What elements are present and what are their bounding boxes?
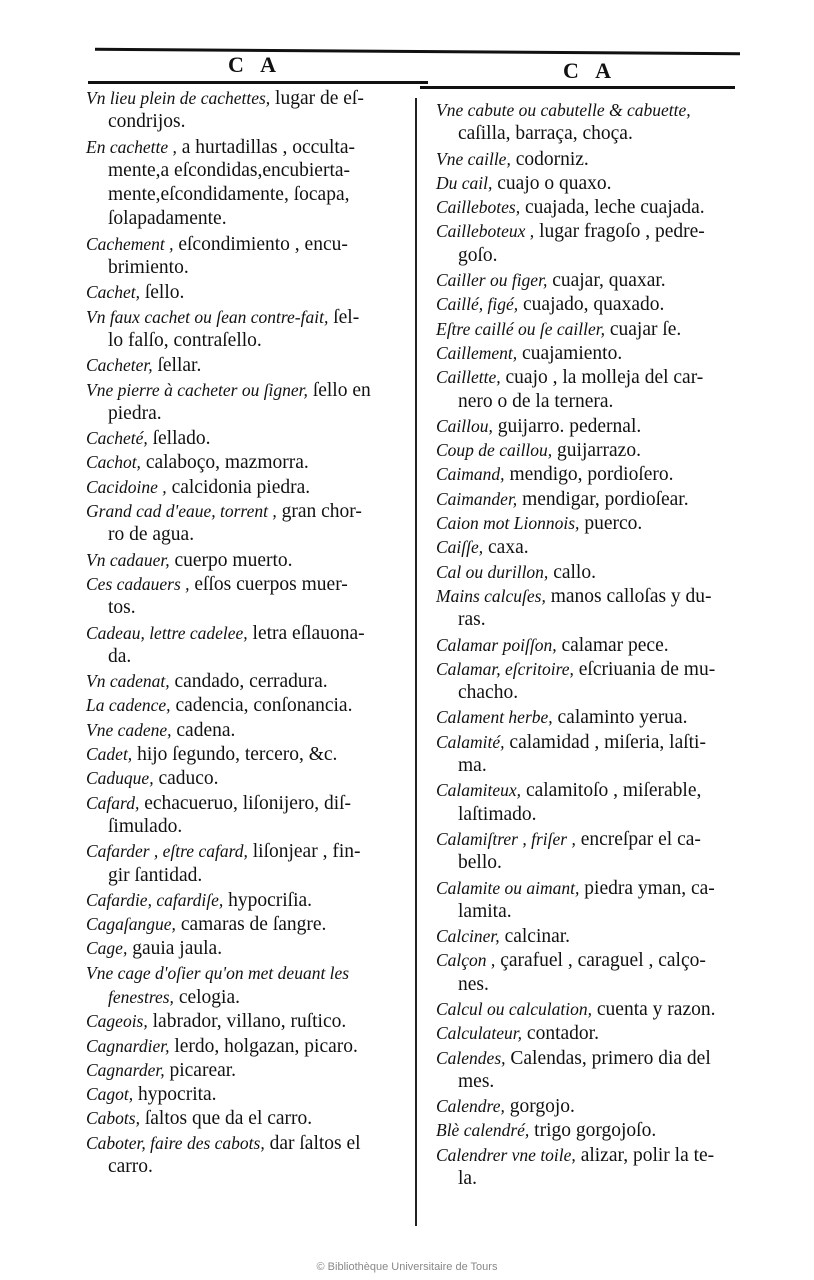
dictionary-entry: [86, 572, 411, 621]
dictionary-entry: [436, 292, 781, 316]
definition: manos calloſas y du-: [545, 585, 712, 607]
definition-continuation: ro de agua.: [108, 524, 195, 546]
definition: calcinar.: [499, 926, 571, 948]
definition: hijo ſegundo, tercero, &c.: [132, 744, 338, 766]
dictionary-entry: [436, 268, 781, 292]
headword: Cailleboteux ,: [436, 221, 535, 242]
dictionary-entry: [86, 475, 411, 499]
headword: Cafard,: [86, 792, 140, 813]
dictionary-entry: [86, 426, 411, 450]
entry-line: [436, 487, 781, 511]
entry-line: [86, 305, 411, 329]
definition: lugar de eſ-: [270, 88, 364, 109]
dictionary-entry: [86, 353, 411, 377]
headword: Eſtre caillé ou ſe cailler,: [436, 318, 605, 339]
headword: Caduque,: [86, 768, 154, 789]
entry-line: [86, 475, 411, 499]
definition: cuajar, quaxar.: [547, 270, 666, 292]
dictionary-entry: [436, 147, 781, 171]
dictionary-entry: [436, 948, 781, 997]
entry-line: [86, 1131, 411, 1155]
definition-continuation: carro.: [108, 1156, 153, 1178]
entry-line: [436, 827, 781, 851]
dictionary-entry: [436, 1143, 781, 1192]
headword: Vne cage d'oſier qu'on met deuant les: [86, 962, 350, 983]
headword: Vne cadene,: [86, 719, 172, 740]
entry-line: [86, 621, 411, 645]
dictionary-entry: [86, 669, 411, 693]
headword: Grand cad d'eaue, torrent ,: [86, 501, 277, 522]
definition-continuation: lo falſo, contraſello.: [108, 329, 262, 351]
dictionary-entry: [86, 305, 411, 354]
headword: Caboter, faire des cabots,: [86, 1132, 265, 1153]
definition: celogia.: [173, 986, 240, 1008]
definition-continuation: ras.: [458, 609, 486, 631]
definition: cuajar ſe.: [604, 318, 682, 340]
entry-line: [436, 1118, 781, 1142]
headword: Cal ou durillon,: [436, 561, 549, 582]
entry-line: [86, 1009, 411, 1033]
dictionary-entry: [436, 487, 781, 511]
running-head-left: C A: [228, 52, 283, 77]
entry-line: [86, 378, 411, 402]
entry-line: [436, 341, 781, 365]
entry-line: [436, 1046, 781, 1070]
dictionary-entry: [86, 791, 411, 840]
headword: Cagnardier,: [86, 1035, 170, 1056]
entry-line: [436, 219, 781, 243]
dictionary-entry: [86, 135, 411, 232]
dictionary-entry: [86, 839, 411, 888]
dictionary-entry: [436, 633, 781, 657]
headword: Caion mot Lionnois,: [436, 513, 580, 534]
dictionary-entry: [436, 1094, 781, 1118]
definition: ſello en: [307, 379, 371, 401]
headword: Cagnarder,: [86, 1059, 165, 1080]
headword: Calendre,: [436, 1096, 505, 1117]
definition: picarear.: [164, 1059, 237, 1081]
definition: ſel-: [328, 306, 360, 328]
headword: Cadeau, lettre cadelee,: [86, 622, 248, 643]
definition: cuenta y razon.: [592, 998, 716, 1020]
entry-line: [86, 135, 411, 159]
dictionary-entry: [436, 414, 781, 438]
headword: Du cail,: [436, 172, 493, 193]
definition: cuajado, quaxado.: [518, 294, 665, 316]
headword: Cacidoine ,: [86, 476, 167, 497]
definition-continuation: laſtimado.: [458, 803, 537, 825]
dictionary-entry: [86, 86, 411, 135]
definition: cadena.: [171, 719, 236, 741]
definition-continuation: gir ſantidad.: [108, 864, 203, 886]
definition: letra eſlauona-: [247, 622, 365, 644]
dictionary-entry: [86, 1058, 411, 1082]
definition-continuation: mente,eſcondidamente, ſocapa,: [108, 184, 350, 206]
headword: Cailler ou figer,: [436, 270, 548, 291]
dictionary-entry: [436, 876, 781, 925]
headword: Calculateur,: [436, 1023, 523, 1044]
definition: cuerpo muerto.: [169, 549, 293, 571]
entry-line: [436, 414, 781, 438]
definition: ſaltos que da el carro.: [139, 1108, 313, 1130]
entry-line: [86, 280, 411, 304]
definition: piedra yman, ca-: [579, 877, 715, 899]
definition: lugar fragoſo , pedre-: [534, 221, 705, 243]
entry-line: [86, 718, 411, 742]
dictionary-entry: [436, 1118, 781, 1142]
definition: camaras de ſangre.: [175, 914, 327, 936]
definition: caduco.: [153, 768, 219, 790]
definition: eſcondimiento , encu-: [173, 233, 348, 255]
dictionary-entry: [436, 98, 781, 147]
headword: Vne pierre à cacheter ou ſigner,: [86, 379, 308, 400]
entry-line: [86, 766, 411, 790]
entry-line: [86, 961, 411, 985]
definition: eſſos cuerpos muer-: [189, 573, 348, 595]
headword: Cachement ,: [86, 233, 174, 254]
definition: mendigar, pordioſear.: [517, 488, 689, 510]
entry-line: [436, 778, 781, 802]
headword: Vn lieu plein de cachettes,: [86, 88, 271, 108]
definition: Calendas, primero dia del: [505, 1047, 711, 1069]
entry-line: [436, 1094, 781, 1118]
headword: Cabots,: [86, 1108, 140, 1129]
dictionary-entry: [436, 511, 781, 535]
headword: Vn cadauer,: [86, 549, 170, 570]
dictionary-entry: [86, 1034, 411, 1058]
entry-line: [436, 365, 781, 389]
head-rule-left: [88, 81, 428, 84]
definition: callo.: [548, 561, 596, 583]
entry-line: [436, 633, 781, 657]
definition-continuation: ma.: [458, 755, 487, 777]
definition: contador.: [522, 1023, 599, 1045]
entry-line: [436, 876, 781, 900]
headword: Calamar poiſſon,: [436, 634, 557, 655]
headword: Caimand,: [436, 464, 505, 485]
dictionary-entry: [436, 195, 781, 219]
definition: calamitoſo , miſerable,: [521, 780, 702, 802]
dictionary-entry: [86, 232, 411, 281]
headword: Caillebotes,: [436, 197, 521, 218]
definition-continuation: goſo.: [458, 244, 498, 266]
headword: Caillé, figé,: [436, 294, 519, 315]
entry-line: [86, 791, 411, 815]
definition: cuajo , la molleja del car-: [500, 367, 704, 389]
definition: trigo gorgojoſo.: [529, 1120, 657, 1142]
dictionary-entry: [86, 1082, 411, 1106]
dictionary-entry: [86, 912, 411, 936]
entry-line: [86, 426, 411, 450]
definition-continuation: mente,a eſcondidas,encubierta-: [108, 159, 351, 181]
headword: Vne cabute ou cabutelle & cabuette,: [436, 100, 691, 120]
entry-line: [436, 317, 781, 341]
definition: hypocriſia.: [223, 889, 313, 911]
entry-line: [86, 499, 411, 523]
definition-continuation: nero o de la ternera.: [458, 390, 614, 412]
headword: Calamiſtrer , friſer ,: [436, 828, 576, 849]
definition: cadencia, conſonancia.: [170, 695, 353, 717]
headword: Calamiteux,: [436, 780, 522, 801]
running-head-right: C A: [563, 58, 618, 83]
headword: Cachot,: [86, 452, 141, 473]
definition-continuation: tos.: [108, 597, 136, 619]
dictionary-entry: [86, 450, 411, 474]
definition: ſellar.: [152, 355, 202, 377]
definition-continuation: caſilla, barraça, choça.: [458, 123, 633, 145]
headword: Calamite ou aimant,: [436, 877, 580, 898]
headword: fenestres,: [108, 986, 174, 1007]
headword: Vn cadenat,: [86, 671, 170, 692]
headword: Calcul ou calculation,: [436, 998, 593, 1019]
definition: mendigo, pordioſero.: [504, 464, 674, 486]
entry-line: [86, 548, 411, 572]
definition-continuation: ſimulado.: [108, 815, 183, 837]
headword: Cafardie, cafardiſe,: [86, 889, 224, 910]
dictionary-entry: [436, 462, 781, 486]
definition-continuation: la.: [458, 1168, 477, 1190]
entry-line: [436, 705, 781, 729]
entry-line: [86, 572, 411, 596]
headword: Calçon ,: [436, 950, 496, 971]
definition: a hurtadillas , occulta-: [176, 136, 355, 158]
entry-line: [86, 1058, 411, 1082]
definition-continuation: brimiento.: [108, 257, 189, 279]
definition: codorniz.: [510, 148, 589, 170]
headword: Cachet,: [86, 282, 140, 303]
definition: çarafuel , caraguel , calço-: [495, 950, 706, 972]
entry-line: [436, 438, 781, 462]
headword: Vn faux cachet ou ſean contre-fait,: [86, 306, 329, 327]
definition: calamar pece.: [556, 634, 669, 656]
definition-continuation: da.: [108, 645, 132, 667]
definition: candado, cerradura.: [169, 671, 328, 693]
headword: Caillement,: [436, 342, 518, 363]
entry-line: [436, 535, 781, 559]
definition: cuajamiento.: [517, 342, 623, 364]
headword: Blè calendré,: [436, 1120, 530, 1141]
definition: dar ſaltos el: [264, 1132, 361, 1154]
dictionary-entry: [86, 1131, 411, 1180]
definition: encreſpar el ca-: [575, 828, 701, 850]
entry-line: [436, 292, 781, 316]
dictionary-entry: [86, 693, 411, 717]
dictionary-entry: [436, 560, 781, 584]
headword: Calendes,: [436, 1047, 506, 1068]
dictionary-entry: [86, 1009, 411, 1033]
entry-line: [86, 1034, 411, 1058]
definition: ſello.: [139, 282, 185, 304]
headword: Cacheter,: [86, 355, 153, 376]
entry-line: [86, 669, 411, 693]
entry-line: [86, 888, 411, 912]
dictionary-entry: [436, 997, 781, 1021]
entry-line: [436, 948, 781, 972]
definition-continuation: condrijos.: [108, 111, 186, 133]
definition-continuation: mes.: [458, 1070, 495, 1092]
definition: calaboço, mazmorra.: [140, 452, 309, 474]
entry-line: [86, 912, 411, 936]
entry-line: [436, 997, 781, 1021]
definition: gran chor-: [276, 501, 362, 523]
dictionary-entry: [436, 657, 781, 706]
headword: Ces cadauers ,: [86, 573, 190, 594]
top-rule: [95, 48, 740, 56]
headword: Caillette,: [436, 367, 501, 388]
definition: hypocrita.: [133, 1084, 217, 1106]
entry-line: [436, 147, 781, 171]
entry-line: [86, 693, 411, 717]
entry-line: [86, 1106, 411, 1130]
entry-line: [436, 924, 781, 948]
dictionary-entry: [86, 985, 411, 1009]
dictionary-entry: [436, 1046, 781, 1095]
headword: Cacheté,: [86, 428, 148, 449]
entry-line: [86, 1082, 411, 1106]
definition: guijarro. pedernal.: [492, 415, 642, 437]
definition: gorgojo.: [504, 1096, 575, 1118]
headword: Calamar, eſcritoire,: [436, 658, 574, 679]
headword: Cage,: [86, 938, 128, 959]
definition: gauia jaula.: [127, 938, 223, 960]
headword: Cagaſangue,: [86, 914, 176, 935]
dictionary-entry: [86, 718, 411, 742]
headword: Mains calcuſes,: [436, 585, 546, 606]
dictionary-entry: [436, 535, 781, 559]
entry-line: [86, 232, 411, 256]
dictionary-entry: [86, 621, 411, 670]
entry-line: [436, 195, 781, 219]
definition: guijarrazo.: [552, 440, 641, 462]
entry-line: [436, 268, 781, 292]
definition: puerco.: [579, 513, 643, 535]
definition: calaminto yerua.: [552, 707, 688, 729]
headword: Coup de caillou,: [436, 440, 553, 461]
entry-line: [436, 511, 781, 535]
entry-line: [436, 1021, 781, 1045]
definition: cuajo o quaxo.: [492, 172, 612, 194]
dictionary-entry: [86, 742, 411, 766]
left-column: [86, 86, 411, 1179]
headword: Cagot,: [86, 1084, 134, 1105]
dictionary-entry: [436, 730, 781, 779]
headword: Vne caille,: [436, 148, 511, 169]
headword: Caiſſe,: [436, 537, 484, 558]
entry-line: [436, 657, 781, 681]
dictionary-entry: [86, 499, 411, 548]
dictionary-entry: [86, 1106, 411, 1130]
headword: Calament herbe,: [436, 707, 553, 728]
dictionary-entry: [436, 438, 781, 462]
entry-line: [86, 742, 411, 766]
dictionary-entry: [86, 548, 411, 572]
definition: liſonjear , fin-: [247, 841, 361, 863]
entry-line: [436, 171, 781, 195]
definition: labrador, villano, ruſtico.: [147, 1011, 347, 1033]
dictionary-entry: [436, 778, 781, 827]
dictionary-entry: [86, 280, 411, 304]
definition: eſcriuania de mu-: [573, 658, 716, 680]
dictionary-entry: [436, 341, 781, 365]
definition-continuation: bello.: [458, 852, 502, 874]
definition: alizar, polir la te-: [575, 1144, 715, 1166]
dictionary-entry: [436, 584, 781, 633]
right-column: [436, 98, 781, 1191]
definition-continuation: lamita.: [458, 900, 512, 922]
entry-line: [86, 86, 411, 110]
head-rule-right: [420, 86, 735, 89]
entry-line: [86, 353, 411, 377]
definition: caxa.: [483, 537, 529, 559]
definition-continuation: nes.: [458, 973, 489, 995]
headword: Caillou,: [436, 415, 493, 436]
headword: Cageois,: [86, 1011, 148, 1032]
definition-continuation: piedra.: [108, 402, 162, 424]
headword: En cachette ,: [86, 136, 177, 157]
column-divider: [415, 98, 417, 1226]
dictionary-entry: [86, 378, 411, 427]
headword: Calamité,: [436, 731, 505, 752]
definition-continuation: ſolapadamente.: [108, 208, 227, 230]
definition: echacueruo, liſonijero, diſ-: [139, 792, 352, 814]
headword: Calendrer vne toile,: [436, 1144, 576, 1165]
definition: calamidad , miſeria, laſti-: [504, 731, 706, 753]
definition: ſellado.: [147, 428, 211, 450]
entry-line: [436, 1143, 781, 1167]
definition: cuajada, leche cuajada.: [520, 197, 705, 219]
dictionary-entry: [436, 924, 781, 948]
dictionary-entry: [436, 317, 781, 341]
entry-line: [436, 560, 781, 584]
dictionary-entry: [436, 365, 781, 414]
dictionary-entry: [86, 936, 411, 960]
entry-line: [86, 450, 411, 474]
dictionary-entry: [436, 1021, 781, 1045]
definition-continuation: chacho.: [458, 682, 519, 704]
dictionary-entry: [86, 766, 411, 790]
headword: Caimander,: [436, 488, 518, 509]
definition: lerdo, holgazan, picaro.: [169, 1035, 358, 1057]
dictionary-entry: [436, 171, 781, 195]
entry-line: [436, 462, 781, 486]
headword: Cadet,: [86, 744, 133, 765]
dictionary-entry: [86, 961, 411, 985]
copyright-footer: © Bibliothèque Universitaire de Tours: [316, 1261, 498, 1273]
dictionary-entry: [436, 219, 781, 268]
dictionary-entry: [86, 888, 411, 912]
entry-line: [86, 936, 411, 960]
entry-line: [436, 730, 781, 754]
entry-line: [436, 584, 781, 608]
headword: Cafarder , eſtre cafard,: [86, 841, 248, 862]
entry-line: [436, 98, 781, 122]
entry-line: [86, 839, 411, 863]
dictionary-entry: [436, 705, 781, 729]
definition: calcidonia piedra.: [166, 476, 311, 498]
dictionary-entry: [436, 827, 781, 876]
entry-line: [86, 985, 411, 1009]
headword: La cadence,: [86, 695, 171, 716]
headword: Calciner,: [436, 926, 500, 947]
